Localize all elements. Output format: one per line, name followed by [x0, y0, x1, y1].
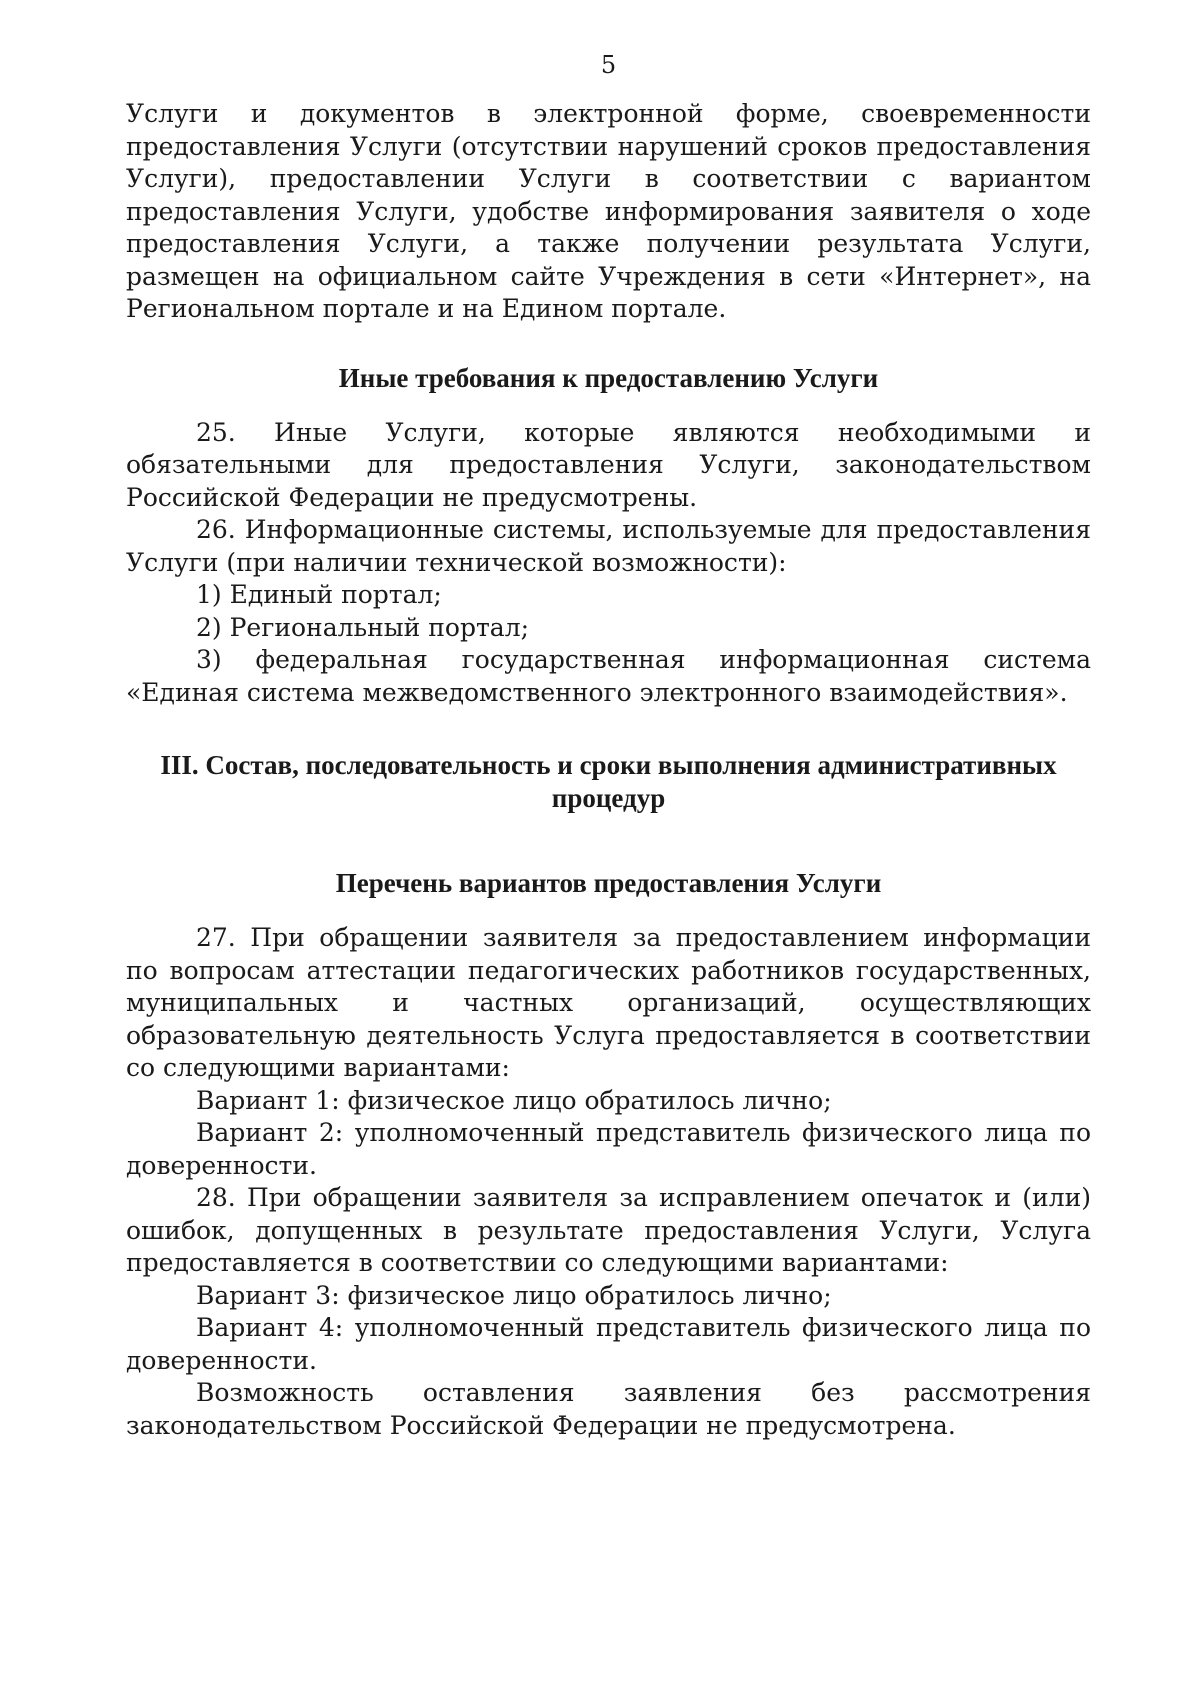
page-number: 5 [600, 51, 617, 79]
paragraph-26: 26. Информационные системы, используемые для предоставления Услуги (при наличии технической возможности): [126, 515, 1091, 577]
heading-variants-list: Перечень вариантов предоставления Услуги [335, 868, 882, 898]
list-item-single-portal: 1) Единый портал; [196, 580, 442, 609]
variant-3: Вариант 3: физическое лицо обратилось лично; [196, 1280, 832, 1310]
variant-1: Вариант 1: физическое лицо обратилось лично; [196, 1085, 832, 1115]
document-page [126, 50, 1091, 1442]
paragraph-27: 27. При обращении заявителя за предоставлением информации по вопросам аттестации педагогических работников государственных, муниципальных и частных организаций, осуществляющих образовательную деятельность Услуга предоставляется в соответствии со следующими вариантами: [126, 923, 1091, 1082]
paragraph-intro: Услуги и документов в электронной форме, своевременности предоставления Услуги (отсутствии нарушений сроков предоставления Услуги), предоставлении Услуги в соответствии с вариантом предоставления Услуги, удобстве информирования заявителя о ходе предоставления Услуги, а также получении результата Услуги, размещен на официальном сайте Учреждения в сети «Интернет», на Региональном портале и на Едином портале. [126, 99, 1091, 323]
heading-other-requirements: Иные требования к предоставлению Услуги [338, 362, 879, 393]
heading-section-iii: III. Состав, последовательность и сроки выполнения административных процедур [160, 750, 1057, 813]
variant-2: Вариант 2: уполномоченный представитель физического лица по доверенности. [126, 1118, 1091, 1180]
list-item-smev: 3) федеральная государственная информационная система «Единая система межведомственного электронного взаимодействия». [126, 645, 1091, 707]
variant-4: Вариант 4: уполномоченный представитель физического лица по доверенности. [126, 1313, 1091, 1375]
list-item-regional-portal: 2) Региональный портал; [196, 612, 530, 642]
paragraph-25: 25. Иные Услуги, которые являются необходимыми и обязательными для предоставления Услуги, законодательством Российской Федерации не предусмотрены. [126, 417, 1091, 512]
paragraph-28: 28. При обращении заявителя за исправлением опечаток и (или) ошибок, допущенных в результате предоставления Услуги, Услуга предоставляется в соответствии со следующими вариантами: [126, 1183, 1091, 1277]
paragraph-no-rejection: Возможность оставления заявления без рассмотрения законодательством Российской Федерации не предусмотрена. [126, 1378, 1091, 1440]
